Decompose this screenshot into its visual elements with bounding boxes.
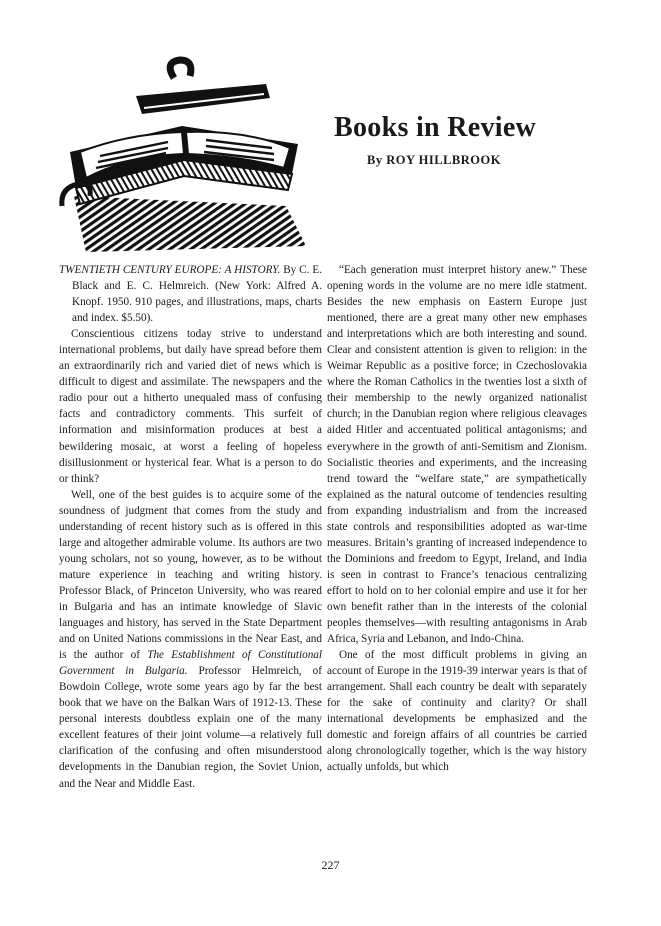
open-book-with-lamp-icon xyxy=(56,56,326,252)
paragraph-2-text-a: Well, one of the best guides is to acquire some of the soundness of judgment that comes from the study and understanding of recent history such as is offered in this large and altogether admirable volume. Its authors are two young scholars, not so young, however, as to be without mature experience in teaching and writing history. Professor Black, of Princeton University, who was reared in Bulgaria and has an intimate knowledge of Slavic languages and history, has served in the State Department and on United Nations commissions in the Near East, and is the author of xyxy=(59,488,322,662)
page-number: 227 xyxy=(321,858,340,872)
paragraph-2 xyxy=(59,487,322,792)
cited-work: The Establishment of Constitutional Government in Bulgaria. xyxy=(59,649,323,678)
page-title: Books in Review xyxy=(334,112,537,143)
left-column xyxy=(59,262,322,792)
paragraph-2-text-b: Professor Helmreich, of Bowdoin College, wrote some years ago by far the best book that we have on the Balkan Wars of 1912-13. These personal interests doubtless explain one of the many excellent features of their joint volume—a relatively full clarification of the confusing and often misunderstood developments in the Danubian region, the Soviet Union, and the Near and Middle East. xyxy=(59,665,323,790)
article-heading xyxy=(334,111,624,168)
book-details: By C. E. Black and E. C. Helmreich. (New York: Alfred A. Knopf. 1950. 910 pages, and illustrations, maps, charts and index. $5.50). xyxy=(72,264,322,325)
byline: By ROY HILLBROOK xyxy=(367,153,501,167)
paragraph-4: One of the most difficult problems in giving an account of Europe in the 1919-39 interwar years is that of arrangement. Shall each country be dealt with separately for the sake of continuity and clarity? Or shall international developments be emphasized and the domestic and foreign affairs of all countries be carried along chronologically together, which is the way history actually unfolds, but which xyxy=(327,649,587,774)
paragraph-3: “Each generation must interpret history anew.” These opening words in the volume are no mere idle statment. Besides the new emphasis on Eastern Europe just mentioned, there are a great many other new emphases and interpretations which are both interesting and sound. Clear and consistent attention is given to religion: in the Weimar Republic as a positive force; in Czechoslovakia where the Roman Catholics in the twenties lost a sixth of their membership to the newly organized nationalist church; in the Danubian region where religious cleavages aided Hitler and accentuated political antagonisms; and everywhere in the growth of anti-Semitism and Zionism. Socialistic theories and experiments, and the increasing trend toward the “welfare state,” are sympathetically explained as the natural outcome of tendencies resulting from expanding industrialism and from the increased state controls and responsibilities adopted as war-time measures. Britain’s granting of increased independence to the Dominions and freedom to Egypt, Ireland, and India is seen in contrast to France’s tenacious centralizing effort to hold on to her colonial empire and use it for her own benefit rather than in the interests of the colonial peoples themselves—with resulting antagonisms in Arab Africa, Syria and Lebanon, and Indo-China. xyxy=(327,264,587,646)
book-title: TWENTIETH CENTURY EUROPE: A HISTORY. xyxy=(59,264,281,276)
book-reference xyxy=(59,262,322,326)
right-column xyxy=(327,262,587,776)
paragraph-1: Conscientious citizens today strive to understand international problems, but daily have spread before them an extraordinarily rich and varied diet of news which is difficult to digest and assimilate. The newspapers and the radio pour out a hitherto unequaled mass of confusing facts and contradictory comments. This surfeit of information and misinformation produces at best a bewildering mosaic, at worst a feeling of hopeless disillusionment or hysterical fear. What is a person to do or think? xyxy=(59,328,322,485)
